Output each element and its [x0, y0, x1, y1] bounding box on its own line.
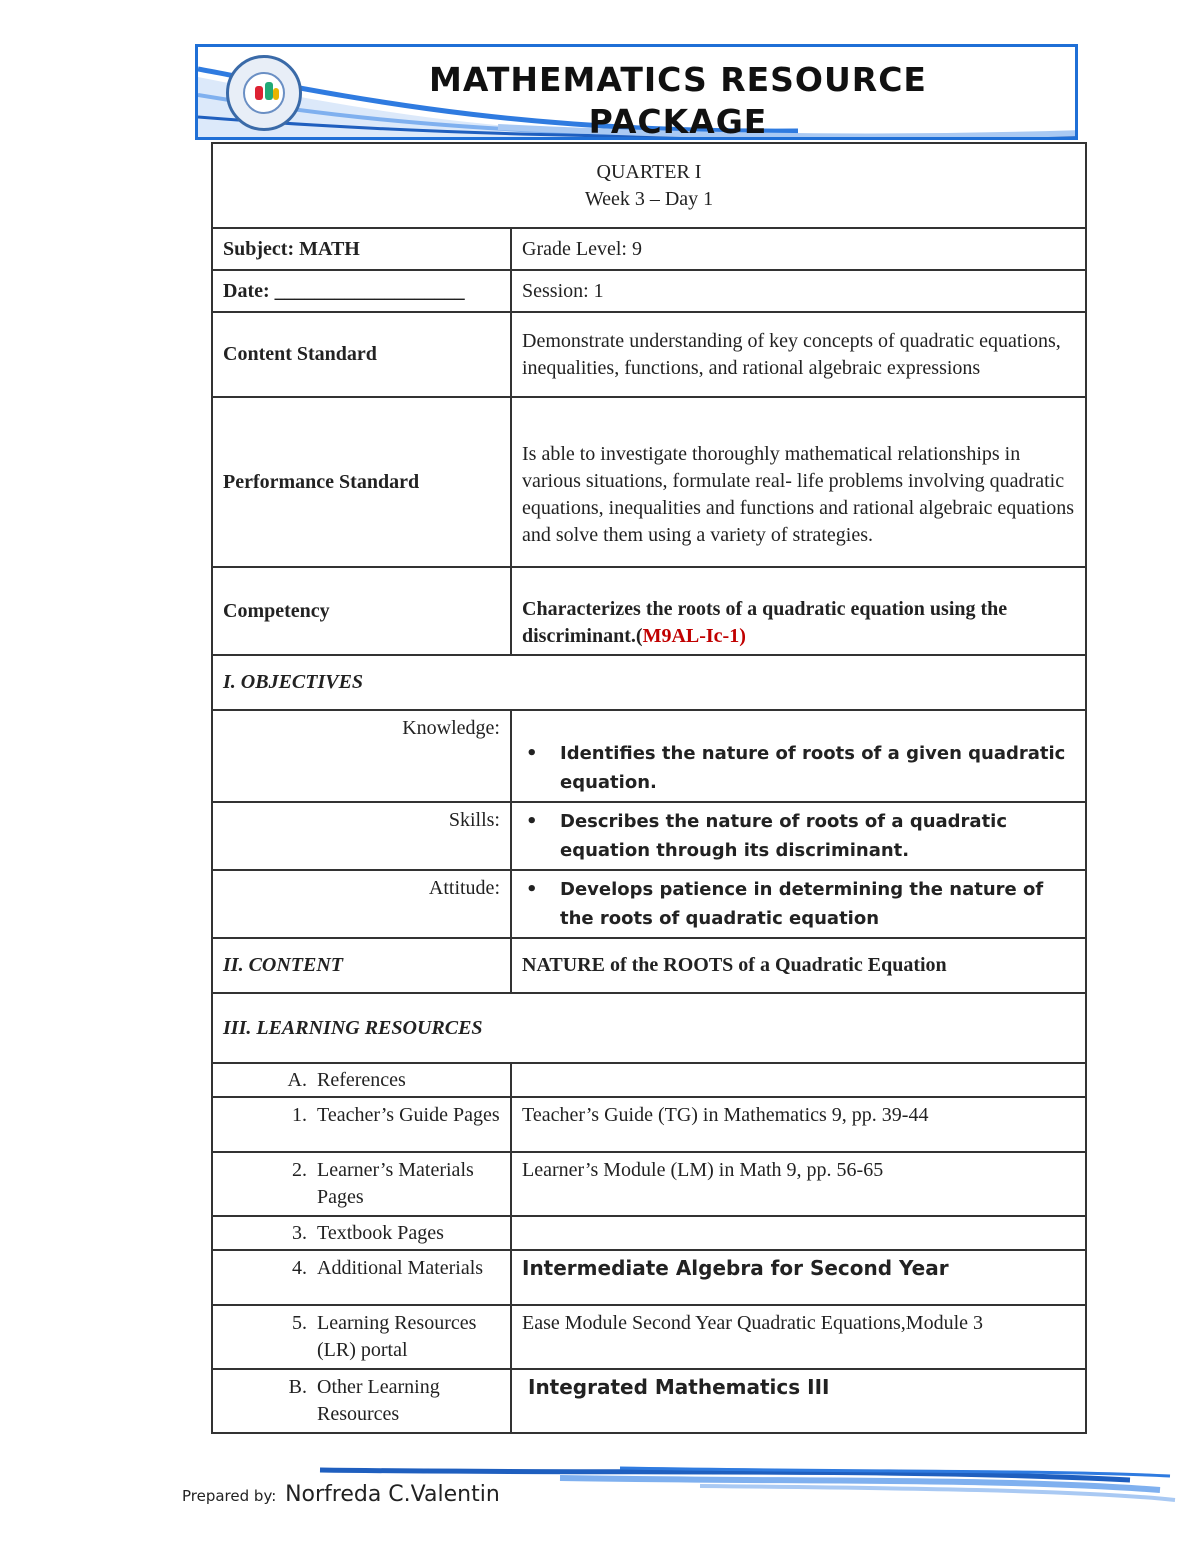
resource-label: Teacher’s Guide Pages — [317, 1104, 500, 1126]
resource-row-5: 5. Learning Resources (LR) portal Ease Module Second Year Quadratic Equations,Module 3 — [212, 1305, 1086, 1369]
footer-wave-decoration — [0, 1460, 1200, 1540]
bullet-icon: • — [526, 879, 538, 900]
author-name: Norfreda C.Valentin — [285, 1482, 500, 1507]
resource-label: Learning Resources (LR) portal — [317, 1312, 477, 1361]
resource-row-1: 1. Teacher’s Guide Pages Teacher’s Guide (TG) in Mathematics 9, pp. 39-44 — [212, 1097, 1086, 1152]
resource-label: Textbook Pages — [317, 1222, 444, 1244]
learning-resources-heading: III. LEARNING RESOURCES — [212, 993, 1086, 1063]
competency-code: M9AL-Ic-1) — [642, 625, 746, 647]
performance-standard-label: Performance Standard — [212, 397, 511, 567]
competency-text: Characterizes the roots of a quadratic equation using the discriminant.(M9AL-Ic-1) — [511, 567, 1086, 655]
bullet-icon: • — [526, 743, 538, 764]
knowledge-label: Knowledge: — [212, 710, 511, 802]
content-standard-text: Demonstrate understanding of key concepts of quadratic equations, inequalities, functions, and rational algebraic expressions — [511, 312, 1086, 397]
resource-value: Intermediate Algebra for Second Year — [511, 1250, 1086, 1305]
session: Session: 1 — [511, 270, 1086, 312]
skills-objective: • Describes the nature of roots of a quadratic equation through its discriminant. — [511, 802, 1086, 870]
resource-value: Teacher’s Guide (TG) in Mathematics 9, pp. 39-44 — [511, 1097, 1086, 1152]
week-day-label: Week 3 – Day 1 — [584, 187, 714, 210]
attitude-label: Attitude: — [212, 870, 511, 938]
prepared-by-label: Prepared by: — [182, 1487, 277, 1505]
competency-label: Competency — [212, 567, 511, 655]
content-standard-label: Content Standard — [212, 312, 511, 397]
date-label: Date: ___________________ — [212, 270, 511, 312]
references-value — [511, 1063, 1086, 1097]
other-resources-label: Other Learning Resources — [317, 1376, 440, 1425]
content-heading: II. CONTENT — [212, 938, 511, 993]
content-text: NATURE of the ROOTS of a Quadratic Equation — [511, 938, 1086, 993]
attitude-objective: • Develops patience in determining the nature of the roots of quadratic equation — [511, 870, 1086, 938]
prepared-by — [182, 1482, 500, 1507]
resource-label: Learner’s Materials Pages — [317, 1159, 474, 1208]
deped-seal-icon — [226, 55, 302, 131]
quarter-label: QUARTER I — [596, 160, 702, 183]
resource-row-3: 3. Textbook Pages — [212, 1216, 1086, 1250]
objectives-heading: I. OBJECTIVES — [212, 655, 1086, 710]
other-resources-row: B. Other Learning Resources Integrated Mathematics III — [212, 1369, 1086, 1433]
references-label: A. References — [212, 1063, 511, 1097]
subject-label: Subject: MATH — [212, 228, 511, 270]
skills-label: Skills: — [212, 802, 511, 870]
resource-value: Learner’s Module (LM) in Math 9, pp. 56-65 — [511, 1152, 1086, 1216]
resource-value — [511, 1216, 1086, 1250]
header-banner — [195, 44, 1078, 140]
resource-row-4: 4. Additional Materials Intermediate Algebra for Second Year — [212, 1250, 1086, 1305]
bullet-icon: • — [526, 811, 538, 832]
resource-label: Additional Materials — [317, 1257, 484, 1279]
grade-level: Grade Level: 9 — [511, 228, 1086, 270]
quarter-row — [212, 143, 1086, 228]
other-resources-value: Integrated Mathematics III — [511, 1369, 1086, 1433]
performance-standard-text: Is able to investigate thoroughly mathematical relationships in various situations, formulate real- life problems involving quadratic equations, inequalities and functions and rational algebraic equations and solve them using a variety of strategies. — [511, 397, 1086, 567]
knowledge-objective: • Identifies the nature of roots of a given quadratic equation. — [511, 710, 1086, 802]
page-title: MATHEMATICS RESOURCE PACKAGE — [429, 60, 927, 140]
lesson-plan-table — [211, 142, 1087, 1434]
resource-row-2: 2. Learner’s Materials Pages Learner’s Module (LM) in Math 9, pp. 56-65 — [212, 1152, 1086, 1216]
resource-value: Ease Module Second Year Quadratic Equations,Module 3 — [511, 1305, 1086, 1369]
